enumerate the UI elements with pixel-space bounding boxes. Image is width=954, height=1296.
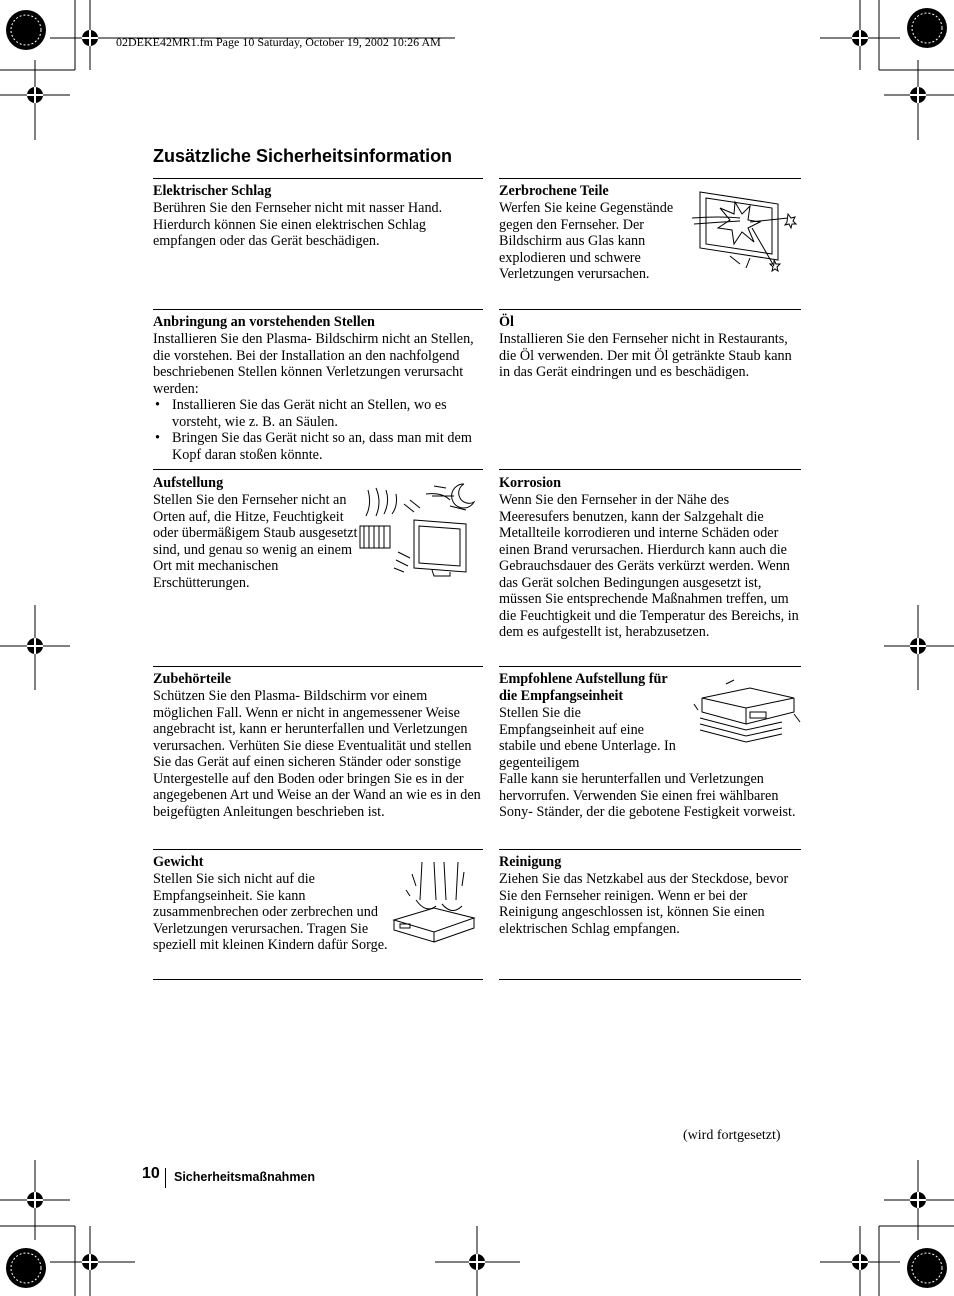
section-body: Stellen Sie sich nicht auf die Empfangseinheit. Sie kann zusammenbrechen oder zerbrechen und Verletzungen verursachen. Tragen Sie speziell mit kleinen Kindern dafür Sorge. bbox=[153, 871, 388, 953]
rule bbox=[153, 309, 483, 310]
receiver-on-stand-illustration bbox=[690, 678, 802, 750]
section-zerbrochene-teile bbox=[499, 183, 679, 283]
section-heading: Elektrischer Schlag bbox=[153, 183, 272, 199]
section-body-continued: Falle kann sie herunterfallen und Verletzungen hervorrufen. Verwenden Sie einen frei wählbaren Sony- Ständer, der die gebotene Festigkeit vorweist. bbox=[499, 771, 796, 820]
footer-divider bbox=[165, 1168, 166, 1188]
rule bbox=[499, 849, 801, 850]
section-gewicht bbox=[153, 854, 393, 954]
section-heading: Gewicht bbox=[153, 854, 204, 870]
rule bbox=[153, 849, 483, 850]
rule bbox=[499, 309, 801, 310]
section-body: Installieren Sie den Fernseher nicht in Restaurants, die Öl verwenden. Der mit Öl getränkte Staub kann in das Gerät eindringen und es beschädigen. bbox=[499, 331, 792, 380]
section-korrosion bbox=[499, 475, 801, 641]
section-body: Werfen Sie keine Gegenstände gegen den Fernseher. Der Bildschirm aus Glas kann explodieren und schwere Verletzungen verursachen. bbox=[499, 200, 674, 282]
section-body: Stellen Sie die Empfangseinheit auf eine stabile und ebene Unterlage. In gegenteiligem bbox=[499, 705, 676, 771]
rule bbox=[499, 178, 801, 179]
list-item: • Bringen Sie das Gerät nicht so an, dass man mit dem Kopf daran stoßen könnte. bbox=[153, 430, 485, 463]
section-body: Installieren Sie den Plasma- Bildschirm nicht an Stellen, die vorstehen. Bei der Installation an den nachfolgend beschriebenen Stellen können Verletzungen verursacht werden: bbox=[153, 331, 474, 397]
person-standing-on-receiver-illustration bbox=[386, 860, 482, 944]
section-heading: Anbringung an vorstehenden Stellen bbox=[153, 314, 375, 330]
page-number: 10 bbox=[142, 1165, 160, 1182]
section-body: Ziehen Sie das Netzkabel aus der Steckdose, bevor Sie den Fernseher reinigen. Wenn er bei der Reinigung angeschlossen ist, können Sie einen elektrischen Schlag empfangen. bbox=[499, 871, 789, 937]
section-body: Wenn Sie den Fernseher in der Nähe des Meeresufers benutzen, kann der Salzgehalt die Metallteile korrodieren und interne Schäden oder einen Brand verursachen. Hierdurch kann auch die Gebrauchsdauer des Geräts verkürzt werden. Wenn das Gerät solchen Bedingungen ausgesetzt ist, müssen Sie entsprechende Maßnahmen treffen, um die Feuchtigkeit und die Temperatur des Bereichs, in dem es aufgestellt ist, herabzusetzen. bbox=[499, 492, 799, 640]
rule bbox=[153, 979, 483, 980]
section-body: Berühren Sie den Fernseher nicht mit nasser Hand. Hierdurch können Sie einen elektrischen Schlag empfangen oder das Gerät beschädigen. bbox=[153, 200, 443, 249]
page-title: Zusätzliche Sicherheitsinformation bbox=[153, 146, 453, 166]
section-anbringung bbox=[153, 314, 485, 463]
heat-dust-illustration bbox=[354, 480, 484, 580]
section-zubehoerteile bbox=[153, 671, 483, 820]
section-elektrischer-schlag bbox=[153, 183, 485, 250]
rule bbox=[153, 178, 483, 179]
list-item: • Installieren Sie das Gerät nicht an Stellen, wo es vorsteht, wie z. B. an Säulen. bbox=[153, 397, 485, 430]
footer-section-label: Sicherheitsmaßnahmen bbox=[174, 1170, 316, 1184]
section-heading: Aufstellung bbox=[153, 475, 224, 491]
section-aufstellung bbox=[153, 475, 363, 591]
rule bbox=[153, 469, 483, 470]
section-heading: Empfohlene Aufstellung für die Empfangseinheit bbox=[499, 671, 668, 704]
file-meta-header: 02DEKE42MR1.fm Page 10 Saturday, October 19, 2002 10:26 AM bbox=[116, 35, 441, 49]
rule bbox=[153, 666, 483, 667]
section-heading: Reinigung bbox=[499, 854, 562, 870]
bullet-list bbox=[153, 397, 485, 463]
section-body: Schützen Sie den Plasma- Bildschirm vor einem möglichen Fall. Wenn er nicht in angemessener Weise angebracht ist, kann er herunterfallen und Verletzungen verursachen. Verhüten Sie diese Eventualität und stellen Sie das Gerät auf einen sicheren Ständer oder sonstige Untergestelle auf den Boden oder bringen Sie es in der angegebenen Art und Weise an der Wand an wie es in den beigefügten Anleitungen beschrieben ist. bbox=[153, 688, 481, 820]
rule bbox=[499, 979, 801, 980]
section-heading: Zerbrochene Teile bbox=[499, 183, 609, 199]
continued-note: (wird fortgesetzt) bbox=[683, 1128, 781, 1143]
rule bbox=[499, 666, 801, 667]
broken-screen-illustration bbox=[690, 188, 800, 274]
section-reinigung bbox=[499, 854, 801, 937]
section-body: Stellen Sie den Fernseher nicht an Orten auf, die Hitze, Feuchtigkeit oder übermäßigem Staub ausgesetzt sind, und genau so wenig an einem Ort mit mechanischen Erschütterungen. bbox=[153, 492, 358, 591]
section-heading: Korrosion bbox=[499, 475, 562, 491]
section-heading: Zubehörteile bbox=[153, 671, 232, 687]
rule bbox=[499, 469, 801, 470]
section-oel bbox=[499, 314, 801, 381]
section-heading: Öl bbox=[499, 314, 514, 330]
